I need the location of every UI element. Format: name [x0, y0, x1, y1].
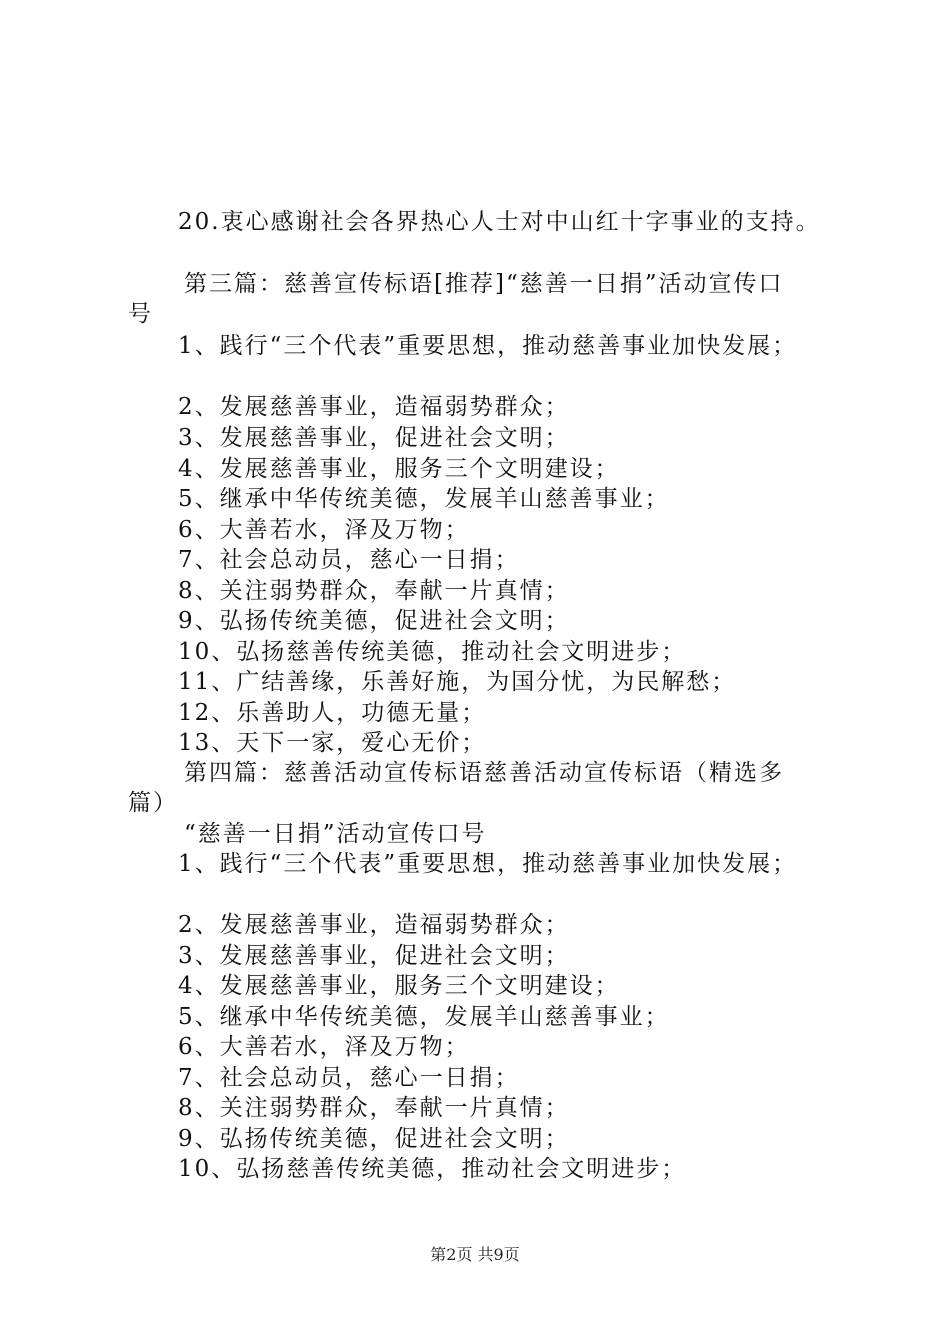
section4-item: 6、大善若水，泽及万物；	[178, 1034, 470, 1060]
section4-item: 1、践行“三个代表”重要思想，推动慈善事业加快发展；	[178, 851, 798, 877]
section4-item: 3、发展慈善事业，促进社会文明；	[178, 943, 570, 969]
section3-item: 2、发展慈善事业，造福弱势群众；	[178, 394, 570, 420]
section4-item: 9、弘扬传统美德，促进社会文明；	[178, 1126, 570, 1152]
section3-item: 1、践行“三个代表”重要思想，推动慈善事业加快发展；	[178, 333, 798, 359]
section3-item: 12、乐善助人，功德无量；	[178, 700, 487, 726]
section3-item: 5、继承中华传统美德，发展羊山慈善事业；	[178, 486, 670, 512]
section4-item: 5、继承中华传统美德，发展羊山慈善事业；	[178, 1004, 670, 1030]
section4-item: 4、发展慈善事业，服务三个文明建设；	[178, 973, 620, 999]
section4-item: 10、弘扬慈善传统美德，推动社会文明进步；	[178, 1156, 687, 1182]
section4-heading-cont: 篇）	[128, 790, 178, 816]
section3-item: 10、弘扬慈善传统美德，推动社会文明进步；	[178, 639, 687, 665]
item-20: 20.衷心感谢社会各界热心人士对中山红十字事业的支持。	[178, 209, 821, 235]
section3-item: 8、关注弱势群众，奉献一片真情；	[178, 578, 570, 604]
section4-item: 8、关注弱势群众，奉献一片真情；	[178, 1095, 570, 1121]
section3-item: 11、广结善缘，乐善好施，为国分忧，为民解愁；	[178, 669, 737, 695]
section4-heading: 第四篇：慈善活动宣传标语慈善活动宣传标语（精选多	[184, 760, 784, 786]
section3-heading-cont: 号	[128, 301, 153, 327]
section3-item: 4、发展慈善事业，服务三个文明建设；	[178, 456, 620, 482]
section4-item: 2、发展慈善事业，造福弱势群众；	[178, 912, 570, 938]
section3-item: 3、发展慈善事业，促进社会文明；	[178, 425, 570, 451]
section3-item: 13、天下一家，爱心无价；	[178, 730, 487, 756]
page-number-footer: 第2页 共9页	[430, 1245, 520, 1264]
section3-item: 7、社会总动员，慈心一日捐；	[178, 547, 520, 573]
section4-subheading: “慈善一日捐”活动宣传口号	[184, 821, 487, 847]
section3-heading: 第三篇：慈善宣传标语[推荐]“慈善一日捐”活动宣传口	[184, 271, 784, 297]
section3-item: 9、弘扬传统美德，促进社会文明；	[178, 608, 570, 634]
section3-item: 6、大善若水，泽及万物；	[178, 517, 470, 543]
section4-item: 7、社会总动员，慈心一日捐；	[178, 1065, 520, 1091]
